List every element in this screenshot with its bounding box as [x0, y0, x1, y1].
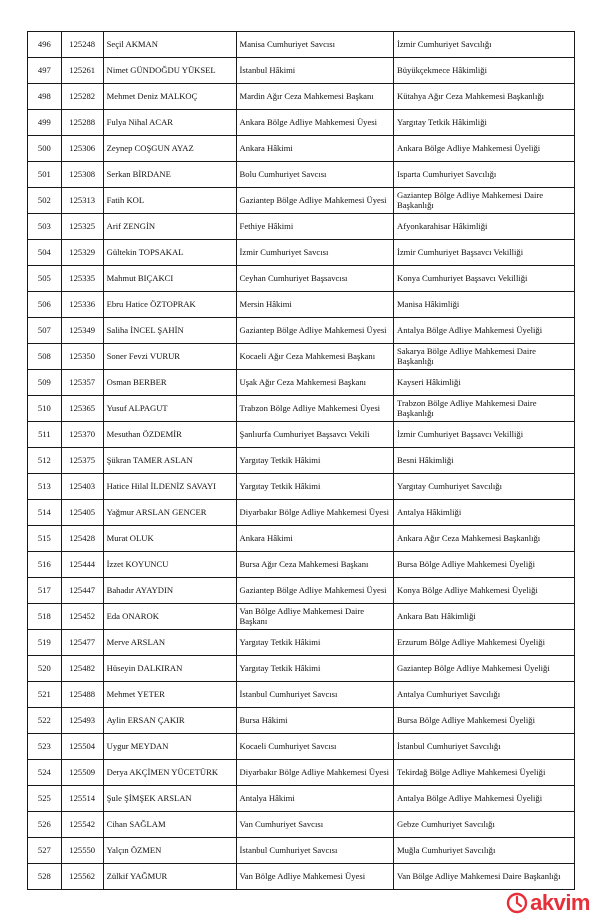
- registry-number-cell: 125452: [61, 604, 103, 630]
- new-post-cell: Antalya Hâkimliği: [394, 500, 575, 526]
- registry-number-cell: 125336: [61, 292, 103, 318]
- current-post-cell: Şanlıurfa Cumhuriyet Başsavcı Vekili: [236, 422, 393, 448]
- current-post-cell: Mersin Hâkimi: [236, 292, 393, 318]
- new-post-cell: Erzurum Bölge Adliye Mahkemesi Üyeliği: [394, 630, 575, 656]
- table-row: [28, 838, 575, 864]
- registry-number-cell: 125350: [61, 344, 103, 370]
- registry-number-cell: 125514: [61, 786, 103, 812]
- row-number-cell: 512: [28, 448, 62, 474]
- current-post-cell: Yargıtay Tetkik Hâkimi: [236, 448, 393, 474]
- registry-number-cell: 125308: [61, 162, 103, 188]
- row-number-cell: 499: [28, 110, 62, 136]
- person-name-cell: Gültekin TOPSAKAL: [103, 240, 236, 266]
- current-post-cell: Ceyhan Cumhuriyet Başsavcısı: [236, 266, 393, 292]
- registry-number-cell: 125282: [61, 84, 103, 110]
- table-row: [28, 58, 575, 84]
- registry-number-cell: 125248: [61, 32, 103, 58]
- registry-number-cell: 125405: [61, 500, 103, 526]
- table-row: [28, 734, 575, 760]
- table-row: [28, 110, 575, 136]
- registry-number-cell: 125357: [61, 370, 103, 396]
- current-post-cell: Ankara Hâkimi: [236, 526, 393, 552]
- row-number-cell: 522: [28, 708, 62, 734]
- registry-number-cell: 125325: [61, 214, 103, 240]
- table-row: [28, 448, 575, 474]
- table-row: [28, 708, 575, 734]
- current-post-cell: Kocaeli Ağır Ceza Mahkemesi Başkanı: [236, 344, 393, 370]
- row-number-cell: 509: [28, 370, 62, 396]
- person-name-cell: Bahadır AYAYDIN: [103, 578, 236, 604]
- new-post-cell: İstanbul Cumhuriyet Savcılığı: [394, 734, 575, 760]
- table-row: [28, 396, 575, 422]
- table-row: [28, 656, 575, 682]
- registry-number-cell: 125482: [61, 656, 103, 682]
- table-row: [28, 604, 575, 630]
- row-number-cell: 528: [28, 864, 62, 890]
- new-post-cell: Ankara Ağır Ceza Mahkemesi Başkanlığı: [394, 526, 575, 552]
- table-row: [28, 474, 575, 500]
- person-name-cell: Zülkif YAĞMUR: [103, 864, 236, 890]
- new-post-cell: Manisa Hâkimliği: [394, 292, 575, 318]
- new-post-cell: Besni Hâkimliği: [394, 448, 575, 474]
- row-number-cell: 520: [28, 656, 62, 682]
- current-post-cell: Van Bölge Adliye Mahkemesi Üyesi: [236, 864, 393, 890]
- table-row: [28, 188, 575, 214]
- person-name-cell: Yalçın ÖZMEN: [103, 838, 236, 864]
- row-number-cell: 527: [28, 838, 62, 864]
- current-post-cell: Ankara Hâkimi: [236, 136, 393, 162]
- registry-number-cell: 125306: [61, 136, 103, 162]
- table-row: [28, 422, 575, 448]
- new-post-cell: İzmir Cumhuriyet Başsavcı Vekilliği: [394, 422, 575, 448]
- row-number-cell: 501: [28, 162, 62, 188]
- person-name-cell: Seçil AKMAN: [103, 32, 236, 58]
- current-post-cell: Diyarbakır Bölge Adliye Mahkemesi Üyesi: [236, 500, 393, 526]
- table-row: [28, 292, 575, 318]
- person-name-cell: Eda ONAROK: [103, 604, 236, 630]
- table-row: [28, 162, 575, 188]
- new-post-cell: Sakarya Bölge Adliye Mahkemesi Daire Başkanlığı: [394, 344, 575, 370]
- registry-number-cell: 125313: [61, 188, 103, 214]
- table-row: [28, 84, 575, 110]
- person-name-cell: Mehmet Deniz MALKOÇ: [103, 84, 236, 110]
- table-row: [28, 552, 575, 578]
- row-number-cell: 496: [28, 32, 62, 58]
- new-post-cell: Antalya Bölge Adliye Mahkemesi Üyeliği: [394, 318, 575, 344]
- person-name-cell: Arif ZENGİN: [103, 214, 236, 240]
- person-name-cell: Derya AKÇİMEN YÜCETÜRK: [103, 760, 236, 786]
- registry-number-cell: 125504: [61, 734, 103, 760]
- registry-number-cell: 125261: [61, 58, 103, 84]
- new-post-cell: Konya Cumhuriyet Başsavcı Vekilliği: [394, 266, 575, 292]
- person-name-cell: Mahmut BIÇAKCI: [103, 266, 236, 292]
- row-number-cell: 511: [28, 422, 62, 448]
- new-post-cell: Isparta Cumhuriyet Savcılığı: [394, 162, 575, 188]
- registry-number-cell: 125329: [61, 240, 103, 266]
- table-row: [28, 864, 575, 890]
- current-post-cell: Fethiye Hâkimi: [236, 214, 393, 240]
- person-name-cell: Fulya Nihal ACAR: [103, 110, 236, 136]
- person-name-cell: Zeynep COŞGUN AYAZ: [103, 136, 236, 162]
- table-row: [28, 760, 575, 786]
- person-name-cell: Şule ŞİMŞEK ARSLAN: [103, 786, 236, 812]
- current-post-cell: Manisa Cumhuriyet Savcısı: [236, 32, 393, 58]
- person-name-cell: Mesuthan ÖZDEMİR: [103, 422, 236, 448]
- table-row: [28, 578, 575, 604]
- current-post-cell: Van Bölge Adliye Mahkemesi Daire Başkanı: [236, 604, 393, 630]
- current-post-cell: Trabzon Bölge Adliye Mahkemesi Üyesi: [236, 396, 393, 422]
- current-post-cell: Yargıtay Tetkik Hâkimi: [236, 630, 393, 656]
- row-number-cell: 504: [28, 240, 62, 266]
- current-post-cell: İstanbul Cumhuriyet Savcısı: [236, 838, 393, 864]
- watermark: [506, 888, 590, 918]
- new-post-cell: Tekirdağ Bölge Adliye Mahkemesi Üyeliği: [394, 760, 575, 786]
- current-post-cell: Ankara Bölge Adliye Mahkemesi Üyesi: [236, 110, 393, 136]
- table-row: [28, 318, 575, 344]
- current-post-cell: Antalya Hâkimi: [236, 786, 393, 812]
- table-row: [28, 630, 575, 656]
- current-post-cell: Gaziantep Bölge Adliye Mahkemesi Üyesi: [236, 188, 393, 214]
- current-post-cell: Mardin Ağır Ceza Mahkemesi Başkanı: [236, 84, 393, 110]
- new-post-cell: Gebze Cumhuriyet Savcılığı: [394, 812, 575, 838]
- person-name-cell: Soner Fevzi VURUR: [103, 344, 236, 370]
- row-number-cell: 526: [28, 812, 62, 838]
- row-number-cell: 514: [28, 500, 62, 526]
- table-row: [28, 214, 575, 240]
- table-row: [28, 240, 575, 266]
- registry-number-cell: 125403: [61, 474, 103, 500]
- table-row: [28, 526, 575, 552]
- row-number-cell: 524: [28, 760, 62, 786]
- new-post-cell: İzmir Cumhuriyet Başsavcı Vekilliği: [394, 240, 575, 266]
- new-post-cell: Muğla Cumhuriyet Savcılığı: [394, 838, 575, 864]
- person-name-cell: Serkan BİRDANE: [103, 162, 236, 188]
- person-name-cell: Merve ARSLAN: [103, 630, 236, 656]
- person-name-cell: Mehmet YETER: [103, 682, 236, 708]
- new-post-cell: Gaziantep Bölge Adliye Mahkemesi Üyeliği: [394, 656, 575, 682]
- row-number-cell: 500: [28, 136, 62, 162]
- row-number-cell: 498: [28, 84, 62, 110]
- person-name-cell: Şükran TAMER ASLAN: [103, 448, 236, 474]
- person-name-cell: Saliha İNCEL ŞAHİN: [103, 318, 236, 344]
- new-post-cell: Bursa Bölge Adliye Mahkemesi Üyeliği: [394, 708, 575, 734]
- current-post-cell: Bursa Ağır Ceza Mahkemesi Başkanı: [236, 552, 393, 578]
- current-post-cell: Yargıtay Tetkik Hâkimi: [236, 656, 393, 682]
- row-number-cell: 497: [28, 58, 62, 84]
- registry-number-cell: 125493: [61, 708, 103, 734]
- registry-number-cell: 125375: [61, 448, 103, 474]
- current-post-cell: İstanbul Hâkimi: [236, 58, 393, 84]
- registry-number-cell: 125444: [61, 552, 103, 578]
- row-number-cell: 508: [28, 344, 62, 370]
- registry-number-cell: 125562: [61, 864, 103, 890]
- registry-number-cell: 125542: [61, 812, 103, 838]
- table-row: [28, 266, 575, 292]
- table-row: [28, 812, 575, 838]
- person-name-cell: Nimet GÜNDOĞDU YÜKSEL: [103, 58, 236, 84]
- person-name-cell: Ebru Hatice ÖZTOPRAK: [103, 292, 236, 318]
- appointment-table: [27, 31, 575, 890]
- row-number-cell: 510: [28, 396, 62, 422]
- new-post-cell: Ankara Bölge Adliye Mahkemesi Üyeliği: [394, 136, 575, 162]
- row-number-cell: 502: [28, 188, 62, 214]
- appointment-table-body: [28, 32, 575, 890]
- person-name-cell: Yusuf ALPAGUT: [103, 396, 236, 422]
- table-row: [28, 32, 575, 58]
- row-number-cell: 519: [28, 630, 62, 656]
- current-post-cell: Gaziantep Bölge Adliye Mahkemesi Üyesi: [236, 578, 393, 604]
- table-row: [28, 786, 575, 812]
- person-name-cell: Hatice Hilal İLDENİZ SAVAYI: [103, 474, 236, 500]
- new-post-cell: Antalya Cumhuriyet Savcılığı: [394, 682, 575, 708]
- row-number-cell: 525: [28, 786, 62, 812]
- row-number-cell: 507: [28, 318, 62, 344]
- table-row: [28, 370, 575, 396]
- new-post-cell: Gaziantep Bölge Adliye Mahkemesi Daire Başkanlığı: [394, 188, 575, 214]
- current-post-cell: Kocaeli Cumhuriyet Savcısı: [236, 734, 393, 760]
- person-name-cell: Uygur MEYDAN: [103, 734, 236, 760]
- new-post-cell: Antalya Bölge Adliye Mahkemesi Üyeliği: [394, 786, 575, 812]
- row-number-cell: 518: [28, 604, 62, 630]
- new-post-cell: İzmir Cumhuriyet Savcılığı: [394, 32, 575, 58]
- registry-number-cell: 125488: [61, 682, 103, 708]
- registry-number-cell: 125288: [61, 110, 103, 136]
- new-post-cell: Kayseri Hâkimliği: [394, 370, 575, 396]
- new-post-cell: Van Bölge Adliye Mahkemesi Daire Başkanlığı: [394, 864, 575, 890]
- registry-number-cell: 125447: [61, 578, 103, 604]
- registry-number-cell: 125335: [61, 266, 103, 292]
- registry-number-cell: 125365: [61, 396, 103, 422]
- new-post-cell: Kütahya Ağır Ceza Mahkemesi Başkanlığı: [394, 84, 575, 110]
- person-name-cell: Yağmur ARSLAN GENCER: [103, 500, 236, 526]
- current-post-cell: İzmir Cumhuriyet Savcısı: [236, 240, 393, 266]
- new-post-cell: Yargıtay Tetkik Hâkimliği: [394, 110, 575, 136]
- new-post-cell: Bursa Bölge Adliye Mahkemesi Üyeliği: [394, 552, 575, 578]
- row-number-cell: 506: [28, 292, 62, 318]
- new-post-cell: Büyükçekmece Hâkimliği: [394, 58, 575, 84]
- row-number-cell: 515: [28, 526, 62, 552]
- row-number-cell: 521: [28, 682, 62, 708]
- table-row: [28, 344, 575, 370]
- new-post-cell: Konya Bölge Adliye Mahkemesi Üyeliği: [394, 578, 575, 604]
- row-number-cell: 523: [28, 734, 62, 760]
- current-post-cell: Yargıtay Tetkik Hâkimi: [236, 474, 393, 500]
- current-post-cell: Bolu Cumhuriyet Savcısı: [236, 162, 393, 188]
- new-post-cell: Ankara Batı Hâkimliği: [394, 604, 575, 630]
- registry-number-cell: 125509: [61, 760, 103, 786]
- watermark-text: akvim: [530, 890, 590, 915]
- registry-number-cell: 125550: [61, 838, 103, 864]
- row-number-cell: 517: [28, 578, 62, 604]
- table-row: [28, 500, 575, 526]
- current-post-cell: Diyarbakır Bölge Adliye Mahkemesi Üyesi: [236, 760, 393, 786]
- table-row: [28, 136, 575, 162]
- new-post-cell: Yargıtay Cumhuriyet Savcılığı: [394, 474, 575, 500]
- current-post-cell: Bursa Hâkimi: [236, 708, 393, 734]
- registry-number-cell: 125428: [61, 526, 103, 552]
- person-name-cell: Hüseyin DALKIRAN: [103, 656, 236, 682]
- registry-number-cell: 125370: [61, 422, 103, 448]
- row-number-cell: 503: [28, 214, 62, 240]
- person-name-cell: Osman BERBER: [103, 370, 236, 396]
- person-name-cell: Aylin ERSAN ÇAKIR: [103, 708, 236, 734]
- registry-number-cell: 125477: [61, 630, 103, 656]
- new-post-cell: Trabzon Bölge Adliye Mahkemesi Daire Başkanlığı: [394, 396, 575, 422]
- person-name-cell: İzzet KOYUNCU: [103, 552, 236, 578]
- table-row: [28, 682, 575, 708]
- row-number-cell: 513: [28, 474, 62, 500]
- person-name-cell: Cihan SAĞLAM: [103, 812, 236, 838]
- registry-number-cell: 125349: [61, 318, 103, 344]
- person-name-cell: Fatih KOL: [103, 188, 236, 214]
- person-name-cell: Murat OLUK: [103, 526, 236, 552]
- new-post-cell: Afyonkarahisar Hâkimliği: [394, 214, 575, 240]
- current-post-cell: Gaziantep Bölge Adliye Mahkemesi Üyesi: [236, 318, 393, 344]
- current-post-cell: İstanbul Cumhuriyet Savcısı: [236, 682, 393, 708]
- current-post-cell: Uşak Ağır Ceza Mahkemesi Başkanı: [236, 370, 393, 396]
- current-post-cell: Van Cumhuriyet Savcısı: [236, 812, 393, 838]
- row-number-cell: 505: [28, 266, 62, 292]
- takvim-logo-icon: [506, 892, 528, 914]
- row-number-cell: 516: [28, 552, 62, 578]
